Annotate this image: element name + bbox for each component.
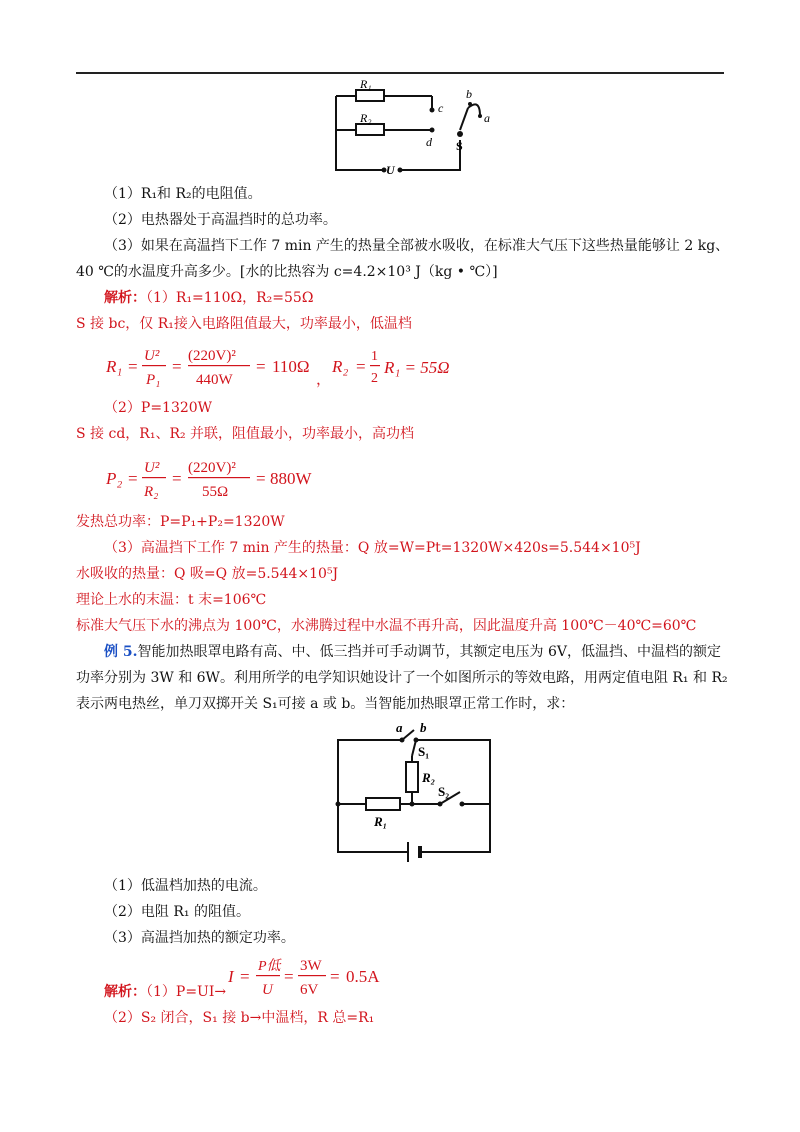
header-rule (76, 72, 724, 74)
eq2-frac1-den: R₂ (144, 484, 159, 500)
label-c: c (438, 101, 444, 115)
eq1-frac1-num: U² (144, 348, 160, 364)
eq1-r2-lhs: R₂ (332, 357, 349, 376)
q4-answer-1-reason: S 接 bc，仅 R₁接入电路阻值最大，功率最小，低温档 (76, 316, 412, 332)
eq1-frac2-num: (220V)² (188, 348, 236, 364)
ex5-question-2: （2）电阻 R₁ 的阻值。 (104, 904, 250, 920)
ex5-text-1: 智能加热眼罩电路有高、中、低三挡并可手动调节，其额定电压为 6V，低温挡、中温档的额定 (137, 644, 721, 660)
analysis-label-2: 解析： (104, 984, 146, 1000)
eq1-r2-rhs: R₁ = 55Ω (384, 358, 450, 377)
eq2-frac2-den: 55Ω (202, 484, 229, 500)
circuit-diagram-2 (326, 720, 498, 866)
circuit-diagram-1 (320, 78, 500, 178)
analysis-label: 解析： (104, 290, 146, 306)
eq1-frac2-den: 440W (196, 372, 233, 388)
ex5-answer-1-prefix: （1）P=UI→ (146, 984, 227, 1000)
ex5-answer-2: （2）S₂ 闭合，S₁ 接 b→中温档，R 总=R₁ (104, 1010, 375, 1026)
svg-text:=: = (128, 469, 138, 488)
label-s1: S₁ (418, 744, 430, 759)
label-r2: R₂ (360, 111, 372, 125)
eq3-frac2-den: 6V (300, 982, 319, 998)
eq2-frac1-num: U² (144, 460, 160, 476)
label-a2: a (396, 720, 403, 735)
eq1-sep: ， (316, 372, 332, 388)
ex5-answer-1 (104, 982, 226, 1002)
q4-question-2: （2）电热器处于高温挡时的总功率。 (104, 212, 337, 228)
svg-text:=: = (172, 469, 182, 488)
ex5-line-2: 功率分别为 3W 和 6W。利用所学的电学知识她设计了一个如图所示的等效电路，用两定值电阻 R₁ 和 R₂ (76, 670, 728, 686)
label-r1b: R₁ (374, 814, 388, 829)
svg-text:=: = (240, 967, 250, 986)
equation-current (222, 952, 382, 1004)
label-b2: b (420, 720, 427, 735)
q4-answer-3: （3）高温挡下工作 7 min 产生的热量：Q 放=W=Pt=1320W×420s=5.544×10⁵J (104, 540, 641, 556)
label-d: d (426, 135, 432, 149)
ex5-line-1 (104, 642, 721, 662)
q4-answer-2: （2）P=1320W (104, 400, 213, 416)
eq3-lhs: I (228, 967, 234, 986)
q4-final-temp: 理论上水的末温：t 末=106℃ (76, 592, 267, 608)
label-r2b: R₂ (422, 770, 436, 785)
svg-text:=: = (330, 967, 340, 986)
svg-text:=: = (172, 357, 182, 376)
eq3-result: 0.5A (346, 967, 380, 986)
q4-question-3a: （3）如果在高温挡下工作 7 min 产生的热量全部被水吸收，在标准大气压下这些热量能够让 2 kg、 (104, 238, 730, 254)
eq2-result: 880W (270, 469, 312, 488)
q4-absorbed-heat: 水吸收的热量：Q 吸=Q 放=5.544×10⁵J (76, 566, 339, 582)
eq1-half-num: 1 (371, 349, 378, 364)
label-u: U (386, 163, 395, 177)
answer-1-text: （1）R₁=110Ω，R₂=55Ω (146, 290, 314, 306)
label-b: b (466, 87, 472, 101)
equation-r1 (100, 340, 430, 392)
svg-text:=: = (356, 357, 366, 376)
eq1-half-den: 2 (371, 371, 378, 386)
q4-answer-2-reason: S 接 cd，R₁、R₂ 并联，阻值最小，功率最小，高功档 (76, 426, 415, 442)
eq1-lhs: R₁ (106, 357, 123, 376)
example-5-label: 例 5. (104, 644, 138, 660)
q4-answer-1 (104, 288, 313, 308)
label-s: S (456, 139, 463, 153)
label-a: a (484, 111, 490, 125)
ex5-line-3: 表示两电热丝，单刀双掷开关 S₁可接 a 或 b。当智能加热眼罩正常工作时，求： (76, 696, 575, 712)
eq1-frac1-den: P₁ (146, 372, 161, 388)
q4-question-1: （1）R₁和 R₂的电阻值。 (104, 186, 262, 202)
ex5-question-3: （3）高温挡加热的额定功率。 (104, 930, 295, 946)
eq3-frac1-den: U (262, 982, 273, 998)
svg-text:=: = (128, 357, 138, 376)
q4-question-3b: 40 ℃的水温度升高多少。[水的比热容为 c=4.2×10³ J（kg • ℃）] (76, 264, 498, 280)
q4-conclusion: 标准大气压下水的沸点为 100℃，水沸腾过程中水温不再升高，因此温度升高 100℃－40℃=60℃ (76, 618, 697, 634)
equation-p2 (100, 452, 320, 504)
eq3-frac1-num: P低 (258, 959, 281, 974)
eq3-frac2-num: 3W (300, 958, 322, 974)
q4-total-power: 发热总功率：P=P₁+P₂=1320W (76, 514, 285, 530)
eq2-frac2-num: (220V)² (188, 460, 236, 476)
eq1-result: 110Ω (272, 357, 310, 376)
svg-text:=: = (256, 469, 266, 488)
label-r1: R₁ (360, 78, 372, 91)
svg-text:=: = (256, 357, 266, 376)
eq2-lhs: P₂ (106, 469, 123, 488)
ex5-question-1: （1）低温档加热的电流。 (104, 878, 267, 894)
svg-text:=: = (284, 967, 294, 986)
label-s2: S₂ (438, 784, 450, 799)
